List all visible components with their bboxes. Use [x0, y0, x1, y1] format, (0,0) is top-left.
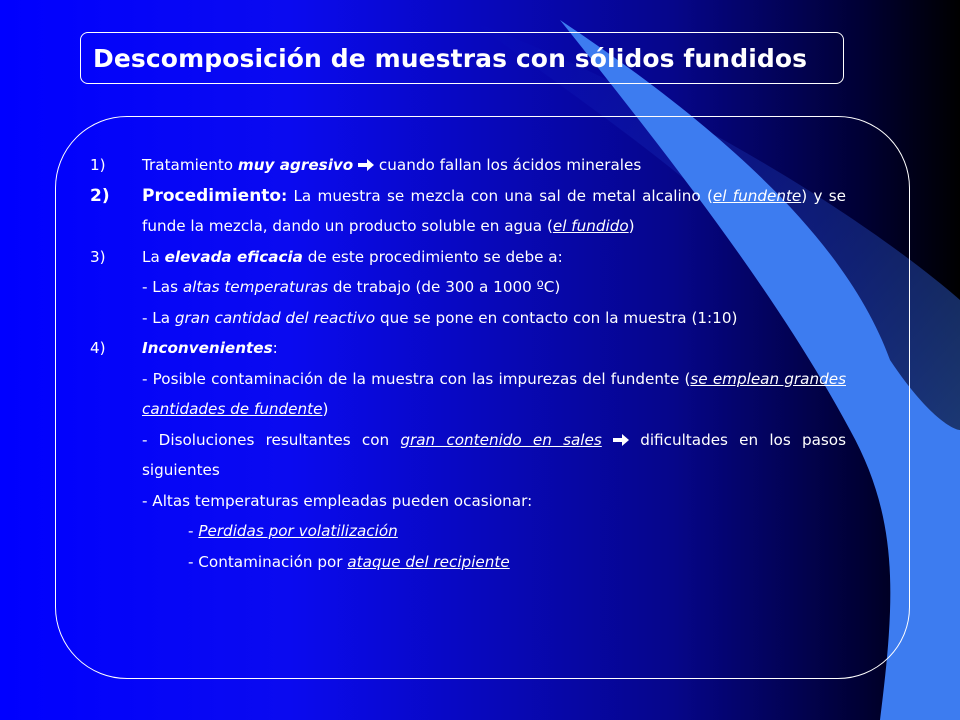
sub-item: - Altas temperaturas empleadas pueden ocasionar: — [142, 491, 533, 510]
list-item — [90, 242, 846, 273]
sub-sub-item: - Perdidas por volatilización — [188, 522, 398, 540]
item-number: 4) — [90, 339, 106, 357]
title-box — [80, 32, 844, 84]
item-text: La elevada eficacia de este procedimiento se debe a: — [142, 247, 563, 266]
item-number: 2) — [90, 185, 110, 206]
sub-item: - La gran cantidad del reactivo que se pone en contacto con la muestra (1:10) — [142, 308, 738, 327]
list-item — [90, 181, 846, 242]
item-text: Inconvenientes: — [142, 339, 278, 357]
item-number: 3) — [90, 247, 106, 266]
slide-title: Descomposición de muestras con sólidos fundidos — [93, 43, 808, 73]
sub-item: - Disoluciones resultantes con gran contenido en sales dificultades en los pasos siguientes — [142, 430, 847, 479]
sub-sub-item: - Contaminación por ataque del recipiente — [188, 552, 510, 571]
item-number: 1) — [90, 156, 106, 174]
sub-item: - Las altas temperaturas de trabajo (de 300 a 1000 ºC) — [142, 278, 561, 296]
list-item — [90, 150, 846, 181]
item-text: Procedimiento: La muestra se mezcla con una sal de metal alcalino (el fundente) y se funde la mezcla, dando un producto soluble en agua (el fundido) — [142, 185, 846, 235]
right-arrow-icon — [613, 434, 629, 446]
list-item — [90, 333, 846, 364]
content-list — [90, 150, 846, 577]
item-text: Tratamiento muy agresivo cuando fallan los ácidos minerales — [142, 156, 642, 174]
right-arrow-icon — [358, 159, 374, 171]
sub-item: - Posible contaminación de la muestra con las impurezas del fundente (se emplean grandes cantidades de fundente) — [142, 369, 846, 418]
